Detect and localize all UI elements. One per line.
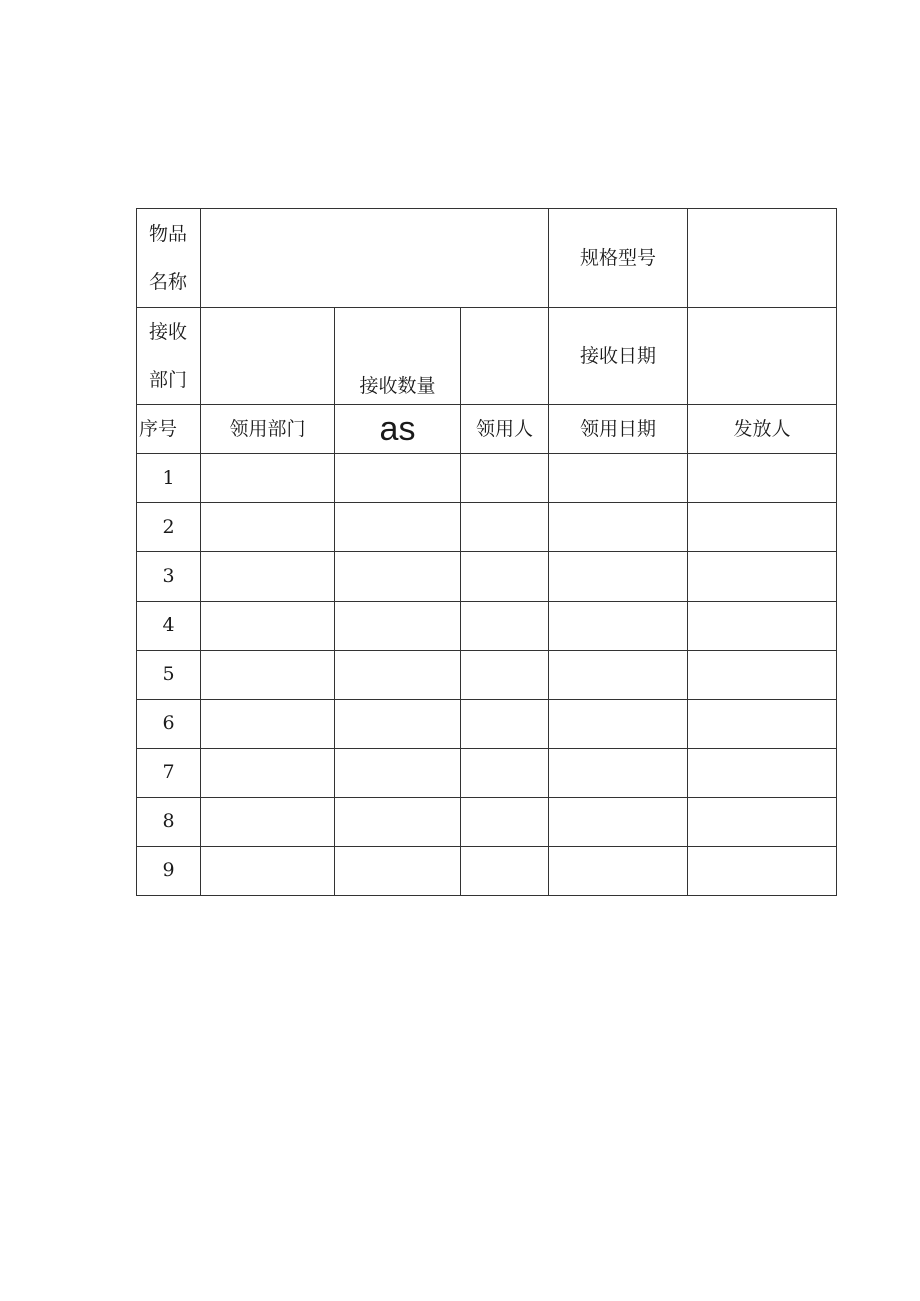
row-requesting-dept-cell[interactable] xyxy=(201,748,335,797)
row-recipient-cell[interactable] xyxy=(461,454,549,503)
row-serial-number: 7 xyxy=(137,748,201,797)
receiving-date-field[interactable] xyxy=(688,308,837,405)
row-as-cell[interactable] xyxy=(335,503,461,552)
header-requesting-date: 领用日期 xyxy=(549,405,688,454)
row-recipient-cell[interactable] xyxy=(461,650,549,699)
row-requesting-dept-cell[interactable] xyxy=(201,650,335,699)
row-requesting-date-cell[interactable] xyxy=(549,503,688,552)
row-as-cell[interactable] xyxy=(335,650,461,699)
table-row xyxy=(137,552,837,601)
row-as-cell[interactable] xyxy=(335,601,461,650)
row-serial-number: 9 xyxy=(137,846,201,895)
row-requesting-date-cell[interactable] xyxy=(549,650,688,699)
row-issuer-cell[interactable] xyxy=(688,846,837,895)
row-requesting-date-cell[interactable] xyxy=(549,552,688,601)
header-serial-number: 序号 xyxy=(137,405,201,454)
table-row xyxy=(137,797,837,846)
row-requesting-date-cell[interactable] xyxy=(549,748,688,797)
row-as-cell[interactable] xyxy=(335,699,461,748)
header-as: as xyxy=(335,405,461,454)
row-recipient-cell[interactable] xyxy=(461,552,549,601)
row-serial-number: 6 xyxy=(137,699,201,748)
row-serial-number: 2 xyxy=(137,503,201,552)
row-issuer-cell[interactable] xyxy=(688,797,837,846)
distribution-record-form xyxy=(136,208,837,896)
row-serial-number: 8 xyxy=(137,797,201,846)
row-serial-number: 5 xyxy=(137,650,201,699)
row-issuer-cell[interactable] xyxy=(688,503,837,552)
table-row xyxy=(137,601,837,650)
table-row xyxy=(137,454,837,503)
row-issuer-cell[interactable] xyxy=(688,454,837,503)
header-issuer: 发放人 xyxy=(688,405,837,454)
row-recipient-cell[interactable] xyxy=(461,503,549,552)
row-issuer-cell[interactable] xyxy=(688,552,837,601)
row-as-cell[interactable] xyxy=(335,797,461,846)
row-recipient-cell[interactable] xyxy=(461,699,549,748)
table-row xyxy=(137,699,837,748)
receiving-dept-label-line1: 接收 xyxy=(149,321,188,344)
receiving-dept-field[interactable] xyxy=(201,308,335,405)
row-requesting-dept-cell[interactable] xyxy=(201,503,335,552)
row-requesting-date-cell[interactable] xyxy=(549,846,688,895)
row-requesting-dept-cell[interactable] xyxy=(201,846,335,895)
row-requesting-dept-cell[interactable] xyxy=(201,601,335,650)
row-serial-number: 1 xyxy=(137,454,201,503)
row-issuer-cell[interactable] xyxy=(688,699,837,748)
row-requesting-date-cell[interactable] xyxy=(549,601,688,650)
table-header-row xyxy=(137,405,837,454)
row-requesting-dept-cell[interactable] xyxy=(201,454,335,503)
row-as-cell[interactable] xyxy=(335,846,461,895)
receiving-date-label: 接收日期 xyxy=(549,308,688,405)
row-requesting-dept-cell[interactable] xyxy=(201,552,335,601)
receiving-qty-label: 接收数量 xyxy=(335,308,461,405)
row-requesting-dept-cell[interactable] xyxy=(201,699,335,748)
table-row xyxy=(137,748,837,797)
header-recipient: 领用人 xyxy=(461,405,549,454)
receiving-qty-field[interactable] xyxy=(461,308,549,405)
table-row xyxy=(137,846,837,895)
row-serial-number: 4 xyxy=(137,601,201,650)
receiving-dept-label xyxy=(137,308,201,405)
receiving-info-row xyxy=(137,308,837,405)
row-recipient-cell[interactable] xyxy=(461,846,549,895)
table-row xyxy=(137,503,837,552)
row-as-cell[interactable] xyxy=(335,454,461,503)
item-name-label xyxy=(137,209,201,308)
item-name-label-line1: 物品 xyxy=(149,223,188,246)
row-requesting-date-cell[interactable] xyxy=(549,454,688,503)
row-recipient-cell[interactable] xyxy=(461,797,549,846)
table-row xyxy=(137,650,837,699)
row-recipient-cell[interactable] xyxy=(461,748,549,797)
item-name-field[interactable] xyxy=(201,209,549,308)
receiving-dept-label-line2: 部门 xyxy=(149,369,188,392)
spec-field[interactable] xyxy=(688,209,837,308)
row-requesting-dept-cell[interactable] xyxy=(201,797,335,846)
row-as-cell[interactable] xyxy=(335,748,461,797)
row-issuer-cell[interactable] xyxy=(688,601,837,650)
row-requesting-date-cell[interactable] xyxy=(549,797,688,846)
row-requesting-date-cell[interactable] xyxy=(549,699,688,748)
spec-label: 规格型号 xyxy=(549,209,688,308)
row-issuer-cell[interactable] xyxy=(688,650,837,699)
row-as-cell[interactable] xyxy=(335,552,461,601)
row-issuer-cell[interactable] xyxy=(688,748,837,797)
item-name-label-line2: 名称 xyxy=(149,271,188,294)
table-body xyxy=(137,454,837,896)
row-recipient-cell[interactable] xyxy=(461,601,549,650)
header-requesting-dept: 领用部门 xyxy=(201,405,335,454)
item-info-row xyxy=(137,209,837,308)
row-serial-number: 3 xyxy=(137,552,201,601)
